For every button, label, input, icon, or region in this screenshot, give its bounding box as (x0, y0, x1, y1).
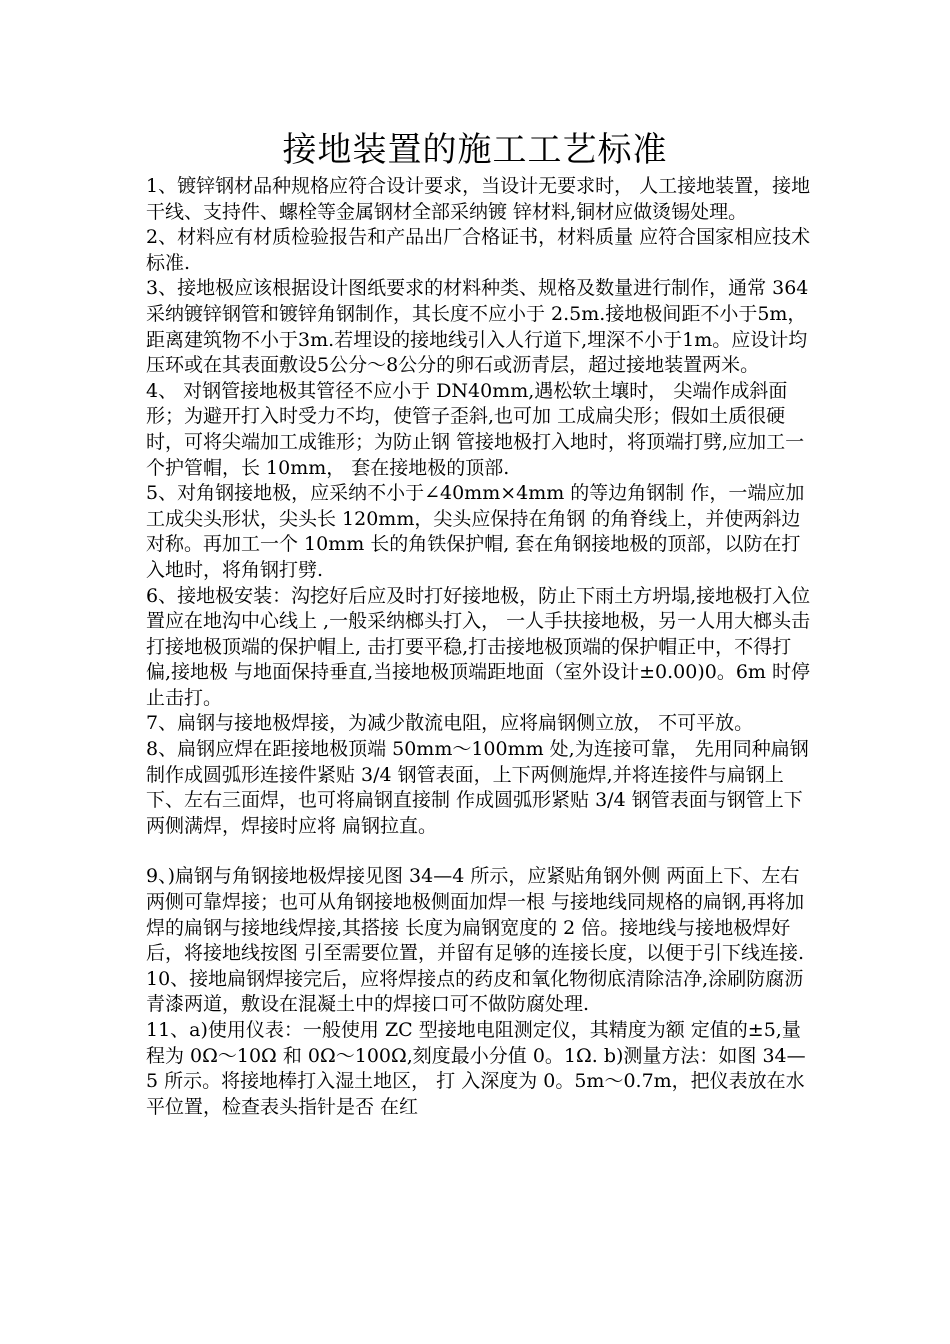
paragraph-2: 2、材料应有材质检验报告和产品出厂合格证书，材料质量 应符合国家相应技术标准. (146, 226, 811, 274)
paragraph-1: 1、镀锌钢材品种规格应符合设计要求，当设计无要求时， 人工接地装置，接地干线、支持件、螺栓等金属钢材全部采纳镀 锌材料,铜材应做烫锡处理。 (146, 175, 811, 223)
paragraph-spacer (146, 839, 812, 864)
document-title: 接地装置的施工工艺标准 (282, 130, 668, 170)
paragraph-4: 4、 对钢管接地极其管径不应小于 DN40mm,遇松软土壤时， 尖端作成斜面形；为避开打入时受力不均，使管子歪斜,也可加 工成扁尖形；假如土质很硬时，可将尖端加工成锥形；为防止钢 管接地极打入地时，将顶端打劈,应加工一个护管帽，长 10mm， 套在接地极的顶部. (146, 379, 805, 479)
paragraph-10: 10、接地扁钢焊接完后，应将焊接点的药皮和氧化物彻底清除洁净,涂刷防腐沥青漆两道，敷设在混凝土中的焊接口可不做防腐处理. (146, 967, 804, 1016)
paragraph-9: 9、)扁钢与角钢接地极焊接见图 34—4 所示，应紧贴角钢外侧 两面上下、左右两侧可靠焊接；也可从角钢接地极侧面加焊一根 与接地线同规格的扁钢,再将加焊的扁钢与接地线焊接,其搭接 长度为扁钢宽度的 2 倍。接地线与接地极焊好后，将接地线按图 引至需要位置，并留有足够的连接长度，以便于引下线连接. (146, 865, 805, 965)
paragraph-8: 8、扁钢应焊在距接地极顶端 50mm～100mm 处,为连接可靠， 先用同种扁钢制作成圆弧形连接件紧贴 3/4 钢管表面，上下两侧施焊,并将连接件与扁钢上下、左右三面焊，也可将扁钢直接制 作成圆弧形紧贴 3/4 钢管表面与钢管上下两侧满焊，焊接时应将 扁钢拉直。 (146, 738, 809, 837)
document-body (146, 174, 812, 1120)
paragraph-6: 6、接地极安装：沟挖好后应及时打好接地极，防止下雨土方坍塌,接地极打入位置应在地沟中心线上 ,一般采纳榔头打入， 一人手扶接地极，另一人用大榔头击打接地极顶端的保护帽上, 击打要平稳,打击接地极顶端的保护帽正中，不得打偏,接地极 与地面保持垂直,当接地极顶端距地面（室外设计±0.00)0。6m 时停止击打。 (146, 584, 811, 709)
paragraph-7: 7、扁钢与接地极焊接，为减少散流电阻，应将扁钢侧立放， 不可平放。 (146, 712, 754, 735)
paragraph-11: 11、a)使用仪表：一般使用 ZC 型接地电阻测定仪，其精度为额 定值的±5,量程为 0Ω～10Ω 和 0Ω～100Ω,刻度最小分值 0。1Ω. b)测量方法：如图 34—5 所示。将接地棒打入湿土地区， 打 入深度为 0。5m～0.7m，把仪表放在水平位置，检查表头指针是否 在红 (146, 1019, 806, 1118)
paragraph-5: 5、对角钢接地极，应采纳不小于∠40mm×4mm 的等边角钢制 作，一端应加工成尖头形状，尖头长 120mm，尖头应保持在角钢 的角脊线上，并使两斜边对称。再加工一个 10mm 长的角铁保护帽, 套在角钢接地极的顶部，以防在打入地时，将角钢打劈. (146, 482, 805, 581)
paragraph-3: 3、接地极应该根据设计图纸要求的材料种类、规格及数量进行制作，通常 364 采纳镀锌钢管和镀锌角钢制作，其长度不应小于 2.5m.接地极间距不小于5m，距离建筑物不小于3m.若埋设的接地线引入人行道下,埋深不小于1m。应设计均压环或在其表面敷设5公分～8公分的卵石或沥青层，超过接地装置两米。 (146, 277, 809, 377)
